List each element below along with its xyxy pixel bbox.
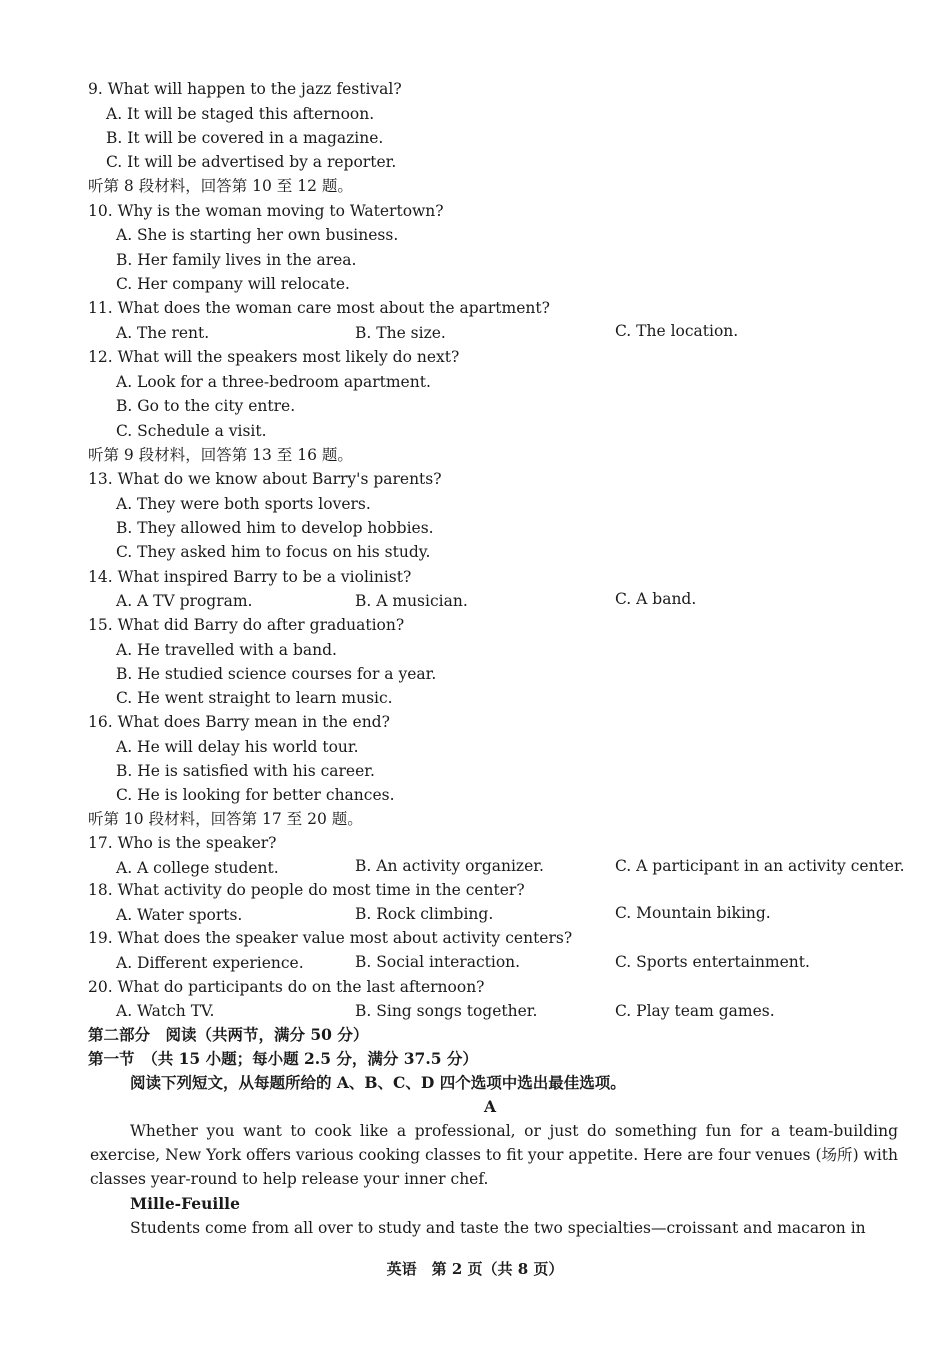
section-1-heading: 第一节 （共 15 小题；每小题 2.5 分，满分 37.5 分） bbox=[88, 1049, 478, 1068]
question-19-option-c: C. Sports entertainment. bbox=[615, 953, 810, 971]
question-13-option-b: B. They allowed him to develop hobbies. bbox=[116, 519, 434, 537]
question-15-stem: 15. What did Barry do after graduation? bbox=[88, 616, 405, 634]
question-15-option-b: B. He studied science courses for a year. bbox=[116, 665, 437, 683]
question-17-stem: 17. Who is the speaker? bbox=[88, 834, 277, 852]
question-20-stem: 20. What do participants do on the last afternoon? bbox=[88, 978, 485, 996]
question-19-option-a: A. Different experience. bbox=[116, 954, 304, 972]
question-18-option-a: A. Water sports. bbox=[116, 906, 243, 924]
reading-instruction: 阅读下列短文，从每题所给的 A、B、C、D 四个选项中选出最佳选项。 bbox=[130, 1073, 626, 1092]
passage-label: A bbox=[483, 1097, 497, 1116]
question-10-option-c: C. Her company will relocate. bbox=[116, 275, 350, 293]
question-11-option-c: C. The location. bbox=[615, 322, 739, 340]
question-18-option-c: C. Mountain biking. bbox=[615, 904, 771, 922]
question-19-stem: 19. What does the speaker value most about activity centers? bbox=[88, 929, 573, 947]
question-12-stem: 12. What will the speakers most likely do next? bbox=[88, 348, 460, 366]
question-13-option-c: C. They asked him to focus on his study. bbox=[116, 543, 431, 561]
question-18-option-b: B. Rock climbing. bbox=[355, 905, 494, 923]
question-9-option-a: A. It will be staged this afternoon. bbox=[106, 105, 375, 123]
section-8-instruction: 听第 8 段材料，回答第 10 至 12 题。 bbox=[88, 177, 353, 195]
question-9-option-c: C. It will be advertised by a reporter. bbox=[106, 153, 397, 171]
question-11-stem: 11. What does the woman care most about the apartment? bbox=[88, 299, 550, 317]
question-14-option-b: B. A musician. bbox=[355, 592, 468, 610]
question-10-option-b: B. Her family lives in the area. bbox=[116, 251, 357, 269]
section-10-instruction: 听第 10 段材料，回答第 17 至 20 题。 bbox=[88, 810, 363, 828]
question-14-stem: 14. What inspired Barry to be a violinist? bbox=[88, 568, 412, 586]
question-13-option-a: A. They were both sports lovers. bbox=[116, 495, 371, 513]
question-14-option-c: C. A band. bbox=[615, 590, 697, 608]
question-20-option-b: B. Sing songs together. bbox=[355, 1002, 538, 1020]
question-17-option-b: B. An activity organizer. bbox=[355, 857, 544, 875]
question-9-stem: 9. What will happen to the jazz festival? bbox=[88, 80, 402, 98]
question-18-stem: 18. What activity do people do most time in the center? bbox=[88, 881, 525, 899]
part-2-heading: 第二部分 阅读（共两节，满分 50 分） bbox=[88, 1025, 369, 1044]
venue-1-title: Mille-Feuille bbox=[130, 1194, 240, 1213]
question-15-option-c: C. He went straight to learn music. bbox=[116, 689, 393, 707]
question-17-option-a: A. A college student. bbox=[116, 859, 279, 877]
question-15-option-a: A. He travelled with a band. bbox=[116, 641, 337, 659]
section-9-instruction: 听第 9 段材料，回答第 13 至 16 题。 bbox=[88, 446, 353, 464]
question-10-option-a: A. She is starting her own business. bbox=[116, 226, 399, 244]
question-14-option-a: A. A TV program. bbox=[116, 592, 253, 610]
question-16-option-a: A. He will delay his world tour. bbox=[116, 738, 359, 756]
venue-1-text: Students come from all over to study and taste the two specialties—croissant and macaron in bbox=[130, 1219, 866, 1237]
page-footer: 英语 第 2 页（共 8 页） bbox=[386, 1260, 564, 1278]
question-20-option-c: C. Play team games. bbox=[615, 1002, 775, 1020]
question-13-stem: 13. What do we know about Barry's parents? bbox=[88, 470, 442, 488]
question-11-option-b: B. The size. bbox=[355, 324, 446, 342]
question-19-option-b: B. Social interaction. bbox=[355, 953, 521, 971]
question-11-option-a: A. The rent. bbox=[116, 324, 210, 342]
question-12-option-b: B. Go to the city entre. bbox=[116, 397, 296, 415]
question-16-option-b: B. He is satisfied with his career. bbox=[116, 762, 375, 780]
question-9-option-b: B. It will be covered in a magazine. bbox=[106, 129, 384, 147]
question-10-stem: 10. Why is the woman moving to Watertown? bbox=[88, 202, 444, 220]
question-12-option-a: A. Look for a three-bedroom apartment. bbox=[116, 373, 431, 391]
question-20-option-a: A. Watch TV. bbox=[116, 1002, 215, 1020]
question-16-option-c: C. He is looking for better chances. bbox=[116, 786, 395, 804]
passage-paragraph-1: Whether you want to cook like a professional, or just do something fun for a team-building exercise, New York offers various cooking classes to fit your appetite. Here are four venues (场所) with classes year-round to help release your inner chef. bbox=[90, 1122, 898, 1188]
question-17-option-c: C. A participant in an activity center. bbox=[615, 857, 905, 875]
question-16-stem: 16. What does Barry mean in the end? bbox=[88, 713, 390, 731]
question-12-option-c: C. Schedule a visit. bbox=[116, 422, 267, 440]
